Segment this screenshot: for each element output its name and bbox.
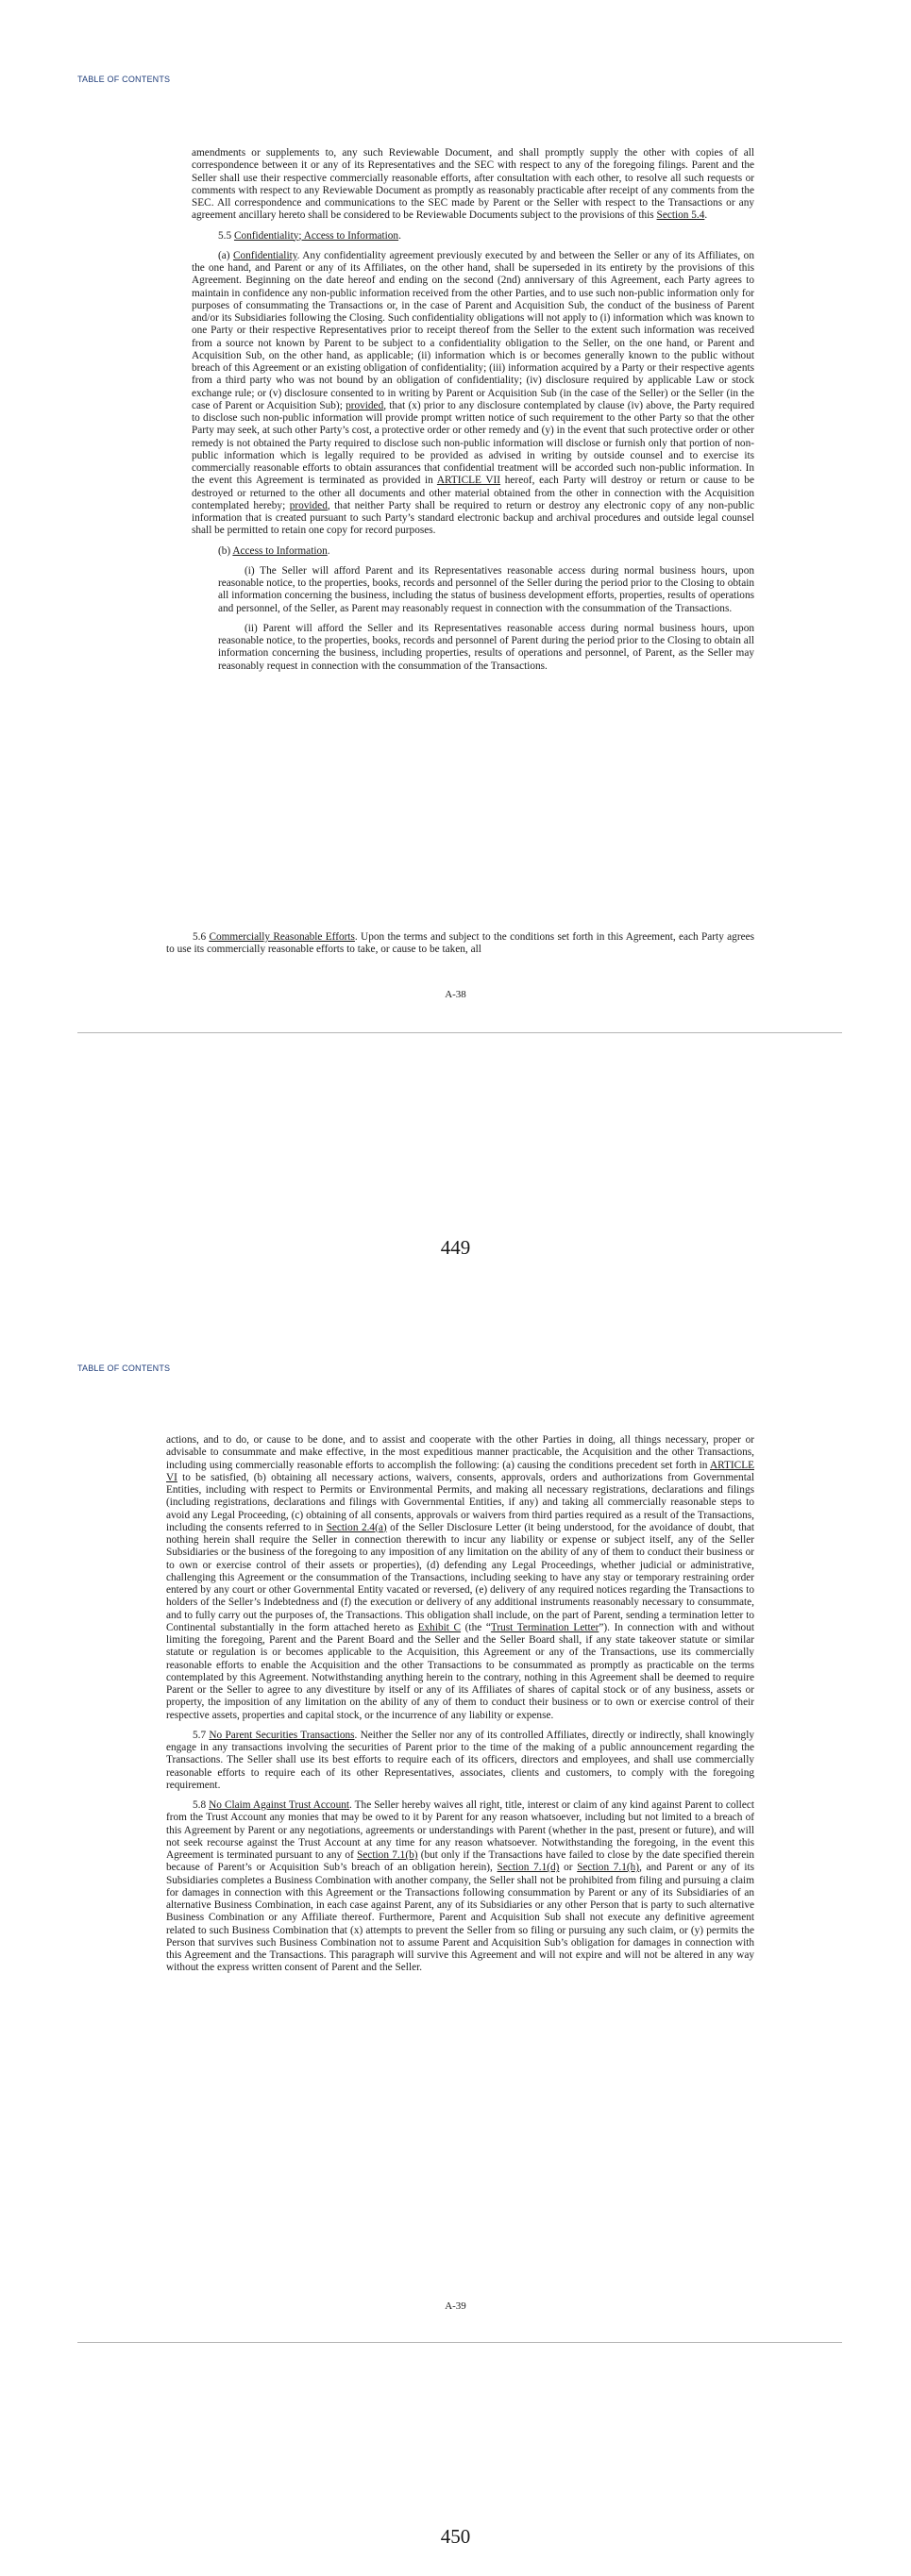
section-5-5-a: (a) Confidentiality. Any confidentiality agreement previously executed by and between the Seller or any of its Affiliates, on the one hand, and Parent or any of its Affiliates, on the other hand, shall be superseded in its entirety by the provisions of this Agreement. Beginning on the date hereof and ending on the second (2nd) anniversary of this Agreement, each Party agrees to maintain in confidence any non-public information received from the other Parties, and to use such non-public information only for purposes of consummating the Transactions or, in the case of Parent and Acquisition Sub, the conduct of the business of Parent and/or its Subsidiaries following the Closing. Such confidentiality obligations will not apply to (i) information which was known to one Party or their respective Representatives prior to receipt thereof from the Seller to the extent such information was received from a source not known by Parent to be subject to a confidentiality obligation to the Seller, on the one hand, or Parent and Acquisition Sub, on the other hand, as applicable; (ii) information which is or becomes generally known to the public without breach of this Agreement or an existing obligation of confidentiality; (iii) information acquired by a Party or their respective agents from a third party who was not bound by an obligation of confidentiality; (iv) disclosure required by applicable Law or stock exchange rule; or (v) disclosure consented to in writing by Parent or Acquisition Sub (in the case of the Seller) or the Seller (in the case of Parent or Acquisition Sub); provided, that (x) prior to any disclosure contemplated by clause (iv) above, the Party required to disclose such non-public information will provide prompt written notice of such requirement to the other Party so that the other Party may seek, at such other Party’s cost, a protective order or other remedy and (y) in the event that such protective order or other remedy is not obtained the Party required to disclose such non-public information will disclose or furnish only that portion of non-public information which is legally required to be provided as advised in writing by outside counsel and to exercise its commercially reasonable efforts to obtain assurances that confidential treatment will be accorded such non-public information. In the event this Agreement is terminated as provided in ARTICLE VII hereof, each Party will destroy or return or cause to be destroyed or returned to the other all documents and other material obtained from the other in connection with the Acquisition contemplated hereby; provided, that neither Party shall be required to return or destroy any electronic copy of any non-public information that is created pursuant to such Party’s standard electronic backup and archival procedures and outside legal counsel shall be permitted to retain one copy for record purposes. (192, 249, 754, 537)
page1-body (192, 147, 754, 673)
section-5-4-link[interactable]: Section 5.4 (656, 209, 705, 222)
page-number: 450 (440, 2525, 471, 2548)
table-of-contents-link[interactable]: TABLE OF CONTENTS (77, 75, 171, 84)
section-7-1h-link[interactable]: Section 7.1(h) (577, 1862, 640, 1874)
section-5-6: 5.6 Commercially Reasonable Efforts. Upon the terms and subject to the conditions set forth in this Agreement, each Party agrees to use its commercially reasonable efforts to take, or cause to be taken, all (166, 931, 755, 956)
section-5-5-b-ii: (ii) Parent will afford the Seller and its Representatives reasonable access during normal business hours, upon reasonable notice, to the properties, books, records and personnel of Parent during the period prior to the Closing to obtain all information concerning the business, including properties, results of operations and personnel, of Parent, as the Seller may reasonably request in connection with the consummation of the Transactions. (218, 622, 754, 672)
section-7-1d-link[interactable]: Section 7.1(d) (497, 1862, 560, 1874)
page-divider (77, 1032, 842, 1033)
section-5-7: 5.7 No Parent Securities Transactions. Neither the Seller nor any of its controlled Affiliates, directly or indirectly, shall knowingly engage in any transactions involving the securities of Parent prior to the time of the making of a public announcement regarding the Transactions. The Seller shall use its best efforts to require each of its officers, directors and employees, and shall use commercially reasonable efforts to require each of its other Representatives, associates, clients and customers, to comply with the foregoing requirement. (166, 1729, 754, 1791)
section-5-8: 5.8 No Claim Against Trust Account. The Seller hereby waives all right, title, interest or claim of any kind against Parent to collect from the Trust Account any monies that may be owed to it by Parent for any reason whatsoever, including but not limited to a breach of this Agreement by Parent or any negotiations, agreements or understandings with Parent (whether in the past, present or future), and will not seek recourse against the Trust Account at any time for any reason whatsoever. Notwithstanding the foregoing, in the event this Agreement is terminated pursuant to any of Section 7.1(b) (but only if the Transactions have failed to close by the date specified therein because of Parent’s or Acquisition Sub’s breach of an obligation herein), Section 7.1(d) or Section 7.1(h), and Parent or any of its Subsidiaries completes a Business Combination with another company, the Seller shall not be prohibited from filing and pursuing a claim for damages in connection with this Agreement or the Transactions following consummation by Parent or any of its Subsidiaries of an alternative Business Combination, in each case against Parent, any of its Subsidiaries or any other Person that is party to such alternative Business Combination or any Affiliate thereof. Furthermore, Parent and Acquisition Sub shall not execute any definitive agreement related to such Business Combination that (x) attempts to prevent the Seller from so filing or pursuing any such claim, or (y) permits the Person that survives such Business Combination not to assume Parent and Acquisition Sub’s obligation for damages in connection with this Agreement and the Transactions. This paragraph will survive this Agreement and will not expire and will not be altered in any way without the express written consent of Parent and the Seller. (166, 1799, 754, 1974)
section-5-5-b-i: (i) The Seller will afford Parent and its Representatives reasonable access during normal business hours, upon reasonable notice, to the properties, books, records and personnel of the Seller during the period prior to the Closing to obtain all information concerning the business, including the status of business development efforts, properties, results of operations and personnel, of the Seller, as Parent may reasonably request in connection with the consummation of the Transactions. (218, 564, 754, 614)
page-footer: A-38 (445, 989, 466, 1000)
exhibit-c-link[interactable]: Exhibit C (417, 1621, 462, 1633)
page-footer: A-39 (445, 2300, 466, 2312)
page-divider (77, 2342, 842, 2343)
table-of-contents-link[interactable]: TABLE OF CONTENTS (77, 1363, 171, 1373)
section-7-1b-link[interactable]: Section 7.1(b) (357, 1849, 418, 1861)
page-number: 449 (440, 1236, 471, 1259)
paragraph-continued: amendments or supplements to, any such Reviewable Document, and shall promptly supply the other with copies of all correspondence between it or any of its Representatives and the SEC with respect to any of the foregoing filings. Parent and the Seller shall use their respective commercially reasonable efforts, after consultation with each other, to resolve all such requests or comments with respect to any Reviewable Document as promptly as reasonably practicable after receipt of any comments from the SEC. All correspondence and communications to the SEC made by Parent or the Seller with respect to the Transactions or any agreement ancillary hereto shall be considered to be Reviewable Documents subject to the provisions of this Section 5.4. (192, 147, 754, 222)
article-vi-link[interactable]: ARTICLE VI (166, 1459, 754, 1483)
page2-body (166, 1434, 754, 1975)
article-vii-link[interactable]: ARTICLE VII (436, 475, 501, 487)
paragraph-continued: actions, and to do, or cause to be done, and to assist and cooperate with the other Parties in doing, all things necessary, proper or advisable to consummate and make effective, in the most expeditious manner practicable, the Acquisition and the other Transactions, including using commercially reasonable efforts to accomplish the following: (a) causing the conditions precedent set forth in ARTICLE VI to be satisfied, (b) obtaining all necessary actions, waivers, consents, approvals, orders and authorizations from Governmental Entities, including with respect to Permits or Environmental Permits, and making all necessary registrations, declarations and filings (including registrations, declarations and filings with Governmental Entities, if any) and taking all commercially reasonable steps to avoid any Legal Proceeding, (c) obtaining of all consents, approvals or waivers from third parties required as a result of the Transactions, including the consents referred to in Section 2.4(a) of the Seller Disclosure Letter (it being understood, for the avoidance of doubt, that nothing herein shall require the Seller in connection therewith to incur any liability or expense or subject itself, any of the Seller Subsidiaries or the business of the foregoing to any imposition of any limitation on the ability of any of them to conduct their business or to own or exercise control of their assets or properties), (d) defending any Legal Proceedings, whether judicial or administrative, challenging this Agreement or the consummation of the Transactions, including seeking to have any stay or temporary restraining order entered by any court or other Governmental Entity vacated or reversed, (e) delivery of any required notices regarding the Transactions to holders of the Seller’s Indebtedness and (f) the execution or delivery of any additional instruments reasonably necessary to consummate, and to fully carry out the purposes of, the Transactions. This obligation shall include, on the part of Parent, sending a termination letter to Continental substantially in the form attached hereto as Exhibit C (the “Trust Termination Letter”). In connection with and without limiting the foregoing, Parent and the Parent Board and the Seller and the Seller Board shall, if any state takeover statute or similar statute or regulation is or becomes applicable to the Acquisition, this Agreement or any of the Transactions, use its commercially reasonable efforts to enable the Acquisition and the other Transactions to be consummated as promptly as practicable on the terms contemplated by this Agreement. Notwithstanding anything herein to the contrary, nothing in this Agreement shall be deemed to require Parent or the Seller to agree to any divestiture by itself or any of its Affiliates of shares of capital stock or of any business, assets or property, the imposition of any limitation on the ability of any of them to conduct their business or to own or exercise control of their respective assets, properties and capital stock, or the incurrence of any liability or expense. (166, 1434, 755, 1721)
section-2-4a-link[interactable]: Section 2.4(a) (326, 1521, 387, 1533)
section-5-5-b: (b) Access to Information. (218, 544, 330, 557)
section-5-5-heading: 5.5 Confidentiality; Access to Information. (218, 229, 401, 242)
